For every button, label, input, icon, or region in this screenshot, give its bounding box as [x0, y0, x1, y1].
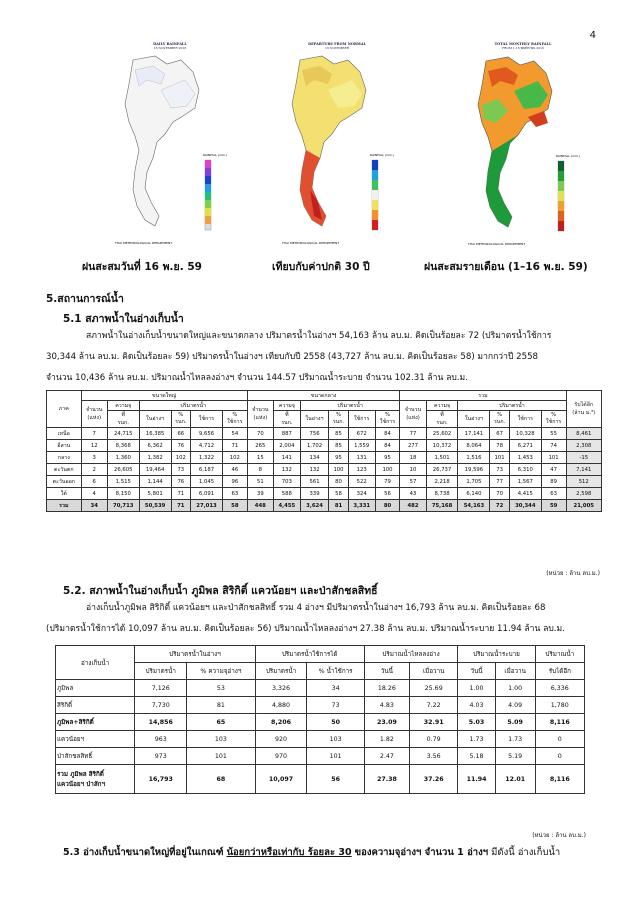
value-cell: 1,382: [139, 452, 171, 464]
value-cell: 973: [135, 748, 187, 765]
value-cell: 6,362: [139, 440, 171, 452]
value-cell: 77: [490, 476, 510, 488]
header-pct: % รนก.: [490, 411, 510, 428]
value-cell: 8,738: [426, 488, 458, 500]
value-cell: 74: [541, 440, 566, 452]
page-number: 4: [589, 30, 596, 41]
table2-unit-note: (หน่วย : ล้าน ลบ.ม.): [532, 832, 586, 839]
value-cell: 12: [81, 440, 107, 452]
value-cell: 56: [375, 488, 400, 500]
value-cell: 84: [375, 440, 400, 452]
value-cell: 2: [81, 464, 107, 476]
value-cell: 1,702: [300, 440, 328, 452]
value-cell: 1,360: [107, 452, 139, 464]
para-line: 30,344 ล้าน ลบ.ม. คิดเป็นร้อยละ 59) ปริมาตรน้ำในอ่างฯ เทียบกับปี 2558 (43,727 ล้าน ลบ.ม. คิดเป็นร้อยละ 58) มากกว่าปี 2558: [46, 352, 539, 362]
value-cell: 8,368: [107, 440, 139, 452]
value-cell: 0.79: [410, 731, 458, 748]
region-cell: รวม: [47, 500, 82, 512]
value-cell: 3,326: [255, 680, 307, 697]
value-cell: 7,730: [135, 697, 187, 714]
value-cell: 5.09: [495, 714, 535, 731]
value-cell: 17,141: [458, 428, 490, 440]
header-capacity: ความจุ: [273, 401, 300, 411]
value-cell: 1.82: [364, 731, 409, 748]
value-cell: 96: [222, 476, 247, 488]
dam-name-cell: แควน้อยฯ: [56, 731, 135, 748]
value-cell: 77: [400, 428, 426, 440]
value-cell: 27,013: [191, 500, 223, 512]
value-cell: 72: [490, 500, 510, 512]
s53-part: 5.3 อ่างเก็บน้ำขนาดใหญ่ที่อยู่ในเกณฑ์: [63, 847, 224, 858]
value-cell: 26,605: [107, 464, 139, 476]
dam-name-cell: สิริกิติ์: [56, 697, 135, 714]
table-row: [56, 680, 585, 697]
value-cell: 8,150: [107, 488, 139, 500]
table-row: [56, 697, 585, 714]
reservoir-region-table: [46, 390, 602, 512]
value-cell: 10: [400, 464, 426, 476]
value-cell: 448: [247, 500, 273, 512]
subheader: เมื่อวาน: [410, 663, 458, 680]
value-cell: 25,602: [426, 428, 458, 440]
value-cell: 2,004: [273, 440, 300, 452]
dam-name-cell: ภูมิพล+สิริกิติ์: [56, 714, 135, 731]
map-title: TOTAL MONTHLY RAINFALL: [494, 42, 552, 46]
header-use: ปริมาตรน้ำใช้การได้: [255, 646, 364, 663]
value-cell: 100: [329, 464, 349, 476]
s53-underline: น้อยกว่าหรือเท่ากับ ร้อยละ 30: [226, 847, 352, 858]
value-cell: 71: [222, 440, 247, 452]
header-outflow: ปริมาณน้ำระบาย: [458, 646, 535, 663]
para-line: (ปริมาตรน้ำใช้การได้ 10,097 ล้าน ลบ.ม. คิดเป็นร้อยละ 56) ปริมาณน้ำไหลลงอ่างฯ 27.38 ล้าน ลบ.ม. ปริมาณน้ำระบาย 11.94 ล้าน ลบ.ม.: [46, 624, 565, 634]
value-cell: 7: [81, 428, 107, 440]
value-cell: 95: [329, 452, 349, 464]
value-cell: 5.19: [495, 748, 535, 765]
value-cell: 70: [490, 488, 510, 500]
value-cell: 3,624: [300, 500, 328, 512]
value-cell: 51: [247, 476, 273, 488]
value-cell: 95: [375, 452, 400, 464]
subheader: วันนี้: [458, 663, 495, 680]
para-line: สภาพน้ำในอ่างเก็บน้ำขนาดใหญ่และขนาดกลาง ปริมาตรน้ำในอ่างฯ 54,163 ล้าน ลบ.ม. คิดเป็นร้อยละ 72 (ปริมาตรน้ำใช้การ: [86, 331, 552, 341]
value-cell: 70,713: [107, 500, 139, 512]
subheader: รับได้อีก: [535, 663, 584, 680]
value-cell: 0: [535, 731, 584, 748]
value-cell: 46: [222, 464, 247, 476]
value-cell: 6,271: [509, 440, 541, 452]
value-cell: 1,705: [458, 476, 490, 488]
value-cell: 265: [247, 440, 273, 452]
map-subtitle: FROM 1-16 พฤศจิกายน 2016: [502, 46, 544, 50]
value-cell: 71: [171, 500, 191, 512]
value-cell: 71: [171, 488, 191, 500]
value-cell: 756: [300, 428, 328, 440]
value-cell: 81: [187, 697, 255, 714]
value-cell: 4,712: [191, 440, 223, 452]
value-cell: 2.47: [364, 748, 409, 765]
table-row: [56, 714, 585, 731]
map-caption-daily: ฝนสะสมวันที่ 16 พ.ย. 59: [82, 261, 202, 273]
value-cell: 15: [247, 452, 273, 464]
value-cell: 58: [222, 500, 247, 512]
value-cell: 3.56: [410, 748, 458, 765]
value-cell: 4.03: [458, 697, 495, 714]
rainfall-maps: [0, 42, 636, 267]
value-cell: 8,116: [535, 714, 584, 731]
map-subtitle: 16 NOVEMBER: [325, 46, 349, 50]
map-departure-normal: [262, 42, 412, 257]
header-count: จำนวน (แห่ง): [81, 401, 107, 428]
departure-map-image: [262, 50, 412, 250]
dam-name-cell: รวม ภูมิพล สิริกิติ์ แควน้อยฯ ป่าสักฯ: [56, 765, 135, 794]
map-tmd-label: THAI METEOROLOGICAL DEPARTMENT: [468, 242, 526, 246]
value-cell: 101: [187, 748, 255, 765]
table-row: [47, 464, 602, 476]
value-cell: 1,780: [535, 697, 584, 714]
value-cell: 324: [348, 488, 375, 500]
value-cell: 1,045: [191, 476, 223, 488]
value-cell: 63: [541, 488, 566, 500]
section-5-3-heading: [63, 845, 560, 860]
header-count: จำนวน (แห่ง): [400, 401, 426, 428]
value-cell: 34: [81, 500, 107, 512]
value-cell: 3: [81, 452, 107, 464]
value-cell: 123: [348, 464, 375, 476]
region-cell: เหนือ: [47, 428, 82, 440]
value-cell: 101: [490, 452, 510, 464]
header-large: ขนาดใหญ่: [81, 391, 247, 401]
value-cell: 8,461: [566, 428, 601, 440]
value-cell: 73: [171, 464, 191, 476]
value-cell: 80: [375, 500, 400, 512]
value-cell: 73: [307, 697, 364, 714]
header-usable: ใช้การ: [191, 411, 223, 428]
value-cell: 89: [541, 476, 566, 488]
value-cell: 588: [273, 488, 300, 500]
value-cell: 1,559: [348, 440, 375, 452]
value-cell: 887: [273, 428, 300, 440]
value-cell: 43: [400, 488, 426, 500]
value-cell: 39: [247, 488, 273, 500]
value-cell: 101: [307, 748, 364, 765]
table1-unit-note: (หน่วย : ล้าน ลบ.ม.): [546, 570, 600, 577]
value-cell: 81: [329, 500, 349, 512]
section-5-2-heading: 5.2. สภาพน้ำในอ่างเก็บน้ำ ภูมิพล สิริกิติ์ แควน้อยฯ และป่าสักชลสิทธิ์: [63, 585, 378, 597]
value-cell: 3,331: [348, 500, 375, 512]
section-5-1-paragraph: [46, 326, 602, 389]
value-cell: 26,737: [426, 464, 458, 476]
value-cell: 1,515: [107, 476, 139, 488]
table-row: [47, 440, 602, 452]
value-cell: 970: [255, 748, 307, 765]
s53-part: ของความจุอ่างฯ จำนวน 1 อ่างฯ: [354, 847, 489, 858]
value-cell: 1.73: [495, 731, 535, 748]
value-cell: 73: [490, 464, 510, 476]
value-cell: 65: [187, 714, 255, 731]
value-cell: 10,328: [509, 428, 541, 440]
value-cell: 76: [171, 440, 191, 452]
value-cell: 561: [300, 476, 328, 488]
value-cell: 47: [541, 464, 566, 476]
value-cell: 75,168: [426, 500, 458, 512]
value-cell: 8: [247, 464, 273, 476]
value-cell: 76: [171, 476, 191, 488]
value-cell: 8,064: [458, 440, 490, 452]
header-pct: % รนก.: [171, 411, 191, 428]
value-cell: 67: [490, 428, 510, 440]
value-cell: 8,116: [535, 765, 584, 794]
map-caption-departure: เทียบกับค่าปกติ 30 ปี: [272, 261, 370, 273]
value-cell: 132: [273, 464, 300, 476]
table-row: [56, 748, 585, 765]
region-cell: กลาง: [47, 452, 82, 464]
value-cell: 68: [187, 765, 255, 794]
value-cell: 10,097: [255, 765, 307, 794]
value-cell: 6,187: [191, 464, 223, 476]
s53-part: มีดังนี้ อ่างเก็บน้ำ: [491, 847, 561, 858]
value-cell: 84: [375, 428, 400, 440]
header-usable: ใช้การ: [348, 411, 375, 428]
value-cell: 131: [348, 452, 375, 464]
value-cell: 103: [187, 731, 255, 748]
value-cell: 7.22: [410, 697, 458, 714]
section-5-1-heading: 5.1 สภาพน้ำในอ่างเก็บน้ำ: [63, 313, 184, 325]
value-cell: 522: [348, 476, 375, 488]
value-cell: 19,464: [139, 464, 171, 476]
value-cell: 78: [490, 440, 510, 452]
value-cell: 14,856: [135, 714, 187, 731]
value-cell: 277: [400, 440, 426, 452]
value-cell: 24,715: [107, 428, 139, 440]
dam-name-cell: ภูมิพล: [56, 680, 135, 697]
value-cell: 23.09: [364, 714, 409, 731]
value-cell: 58: [329, 488, 349, 500]
header-capacity-sub: ที่ รนก.: [426, 411, 458, 428]
value-cell: 102: [222, 452, 247, 464]
value-cell: 7,141: [566, 464, 601, 476]
value-cell: 703: [273, 476, 300, 488]
map-monthly-rainfall: [448, 42, 598, 257]
header-in-reservoir: ในอ่างฯ: [300, 411, 328, 428]
subheader: ปริมาตรน้ำ: [135, 663, 187, 680]
para-line: อ่างเก็บน้ำภูมิพล สิริกิติ์ แควน้อยฯ และป่าสักชลสิทธิ์ รวม 4 อ่างฯ มีปริมาตรน้ำในอ่างฯ 16,793 ล้าน ลบ.ม. คิดเป็นร้อยละ 68: [86, 603, 546, 613]
header-usable: ใช้การ: [509, 411, 541, 428]
table-row: [47, 428, 602, 440]
value-cell: 18.26: [364, 680, 409, 697]
subheader: % น้ำใช้การ: [307, 663, 364, 680]
value-cell: 19,596: [458, 464, 490, 476]
value-cell: 1.00: [458, 680, 495, 697]
header-volume: ปริมาตรน้ำ: [458, 401, 566, 411]
table-row: [47, 452, 602, 464]
value-cell: 6,336: [535, 680, 584, 697]
value-cell: 7,126: [135, 680, 187, 697]
value-cell: 9,656: [191, 428, 223, 440]
value-cell: 4,455: [273, 500, 300, 512]
region-cell: ตะวันตก: [47, 464, 82, 476]
header-volume: ปริมาตรน้ำ: [139, 401, 247, 411]
value-cell: 1,453: [509, 452, 541, 464]
value-cell: 80: [329, 476, 349, 488]
value-cell: 32.91: [410, 714, 458, 731]
region-cell: ใต้: [47, 488, 82, 500]
map-tmd-label: THAI METEOROLOGICAL DEPARTMENT: [115, 241, 173, 245]
value-cell: 963: [135, 731, 187, 748]
map-scale-label: RAINFALL (mm.): [370, 153, 395, 157]
value-cell: 54: [222, 428, 247, 440]
value-cell: 512: [566, 476, 601, 488]
value-cell: 56: [307, 765, 364, 794]
header-pct: % รนก.: [329, 411, 349, 428]
value-cell: 70: [247, 428, 273, 440]
header-inflow: ปริมาณน้ำไหลลงอ่าง: [364, 646, 458, 663]
header-in-reservoir: ในอ่างฯ: [139, 411, 171, 428]
header-volume: ปริมาตรน้ำ: [300, 401, 400, 411]
header-capacity-sub: ที่ รนก.: [273, 411, 300, 428]
table-total-row: [47, 500, 602, 512]
region-cell: ตะวันออก: [47, 476, 82, 488]
value-cell: 134: [300, 452, 328, 464]
value-cell: 2,218: [426, 476, 458, 488]
value-cell: 55: [541, 428, 566, 440]
daily-rainfall-map-image: [95, 50, 245, 250]
value-cell: 1,516: [458, 452, 490, 464]
value-cell: 920: [255, 731, 307, 748]
value-cell: 6,091: [191, 488, 223, 500]
subheader: ปริมาตรน้ำ: [255, 663, 307, 680]
value-cell: 4.09: [495, 697, 535, 714]
value-cell: 57: [400, 476, 426, 488]
value-cell: 100: [375, 464, 400, 476]
value-cell: 25.69: [410, 680, 458, 697]
value-cell: 8,206: [255, 714, 307, 731]
map-tmd-label: THAI METEOROLOGICAL DEPARTMENT: [282, 241, 340, 245]
dam-name-cell: ป่าสักชลสิทธิ์: [56, 748, 135, 765]
header-pct-usable: % ใช้การ: [375, 411, 400, 428]
value-cell: 1.73: [458, 731, 495, 748]
value-cell: 66: [171, 428, 191, 440]
table-row: [47, 488, 602, 500]
value-cell: 16,385: [139, 428, 171, 440]
header-pct-usable: % ใช้การ: [222, 411, 247, 428]
header-count: จำนวน (แห่ง): [247, 401, 273, 428]
value-cell: 6,140: [458, 488, 490, 500]
value-cell: 27.38: [364, 765, 409, 794]
value-cell: 2,598: [566, 488, 601, 500]
value-cell: 85: [329, 428, 349, 440]
value-cell: 5.18: [458, 748, 495, 765]
value-cell: 85: [329, 440, 349, 452]
value-cell: 37.26: [410, 765, 458, 794]
header-medium: ขนาดกลาง: [247, 391, 400, 401]
major-dams-table: [55, 645, 585, 794]
region-cell: อีสาน: [47, 440, 82, 452]
subheader: วันนี้: [364, 663, 409, 680]
value-cell: 53: [187, 680, 255, 697]
header-receive: รับได้อีก (ล้าน ม.³): [566, 391, 601, 428]
para-line: จำนวน 10,436 ล้าน ลบ.ม. ปริมาณน้ำไหลลงอ่างฯ จำนวน 144.57 ปริมาณน้ำระบาย จำนวน 102.31 ล้าน ลบ.ม.: [46, 373, 468, 383]
value-cell: 1,144: [139, 476, 171, 488]
header-capacity: ความจุ: [107, 401, 139, 411]
value-cell: 11.94: [458, 765, 495, 794]
value-cell: 6: [81, 476, 107, 488]
value-cell: 63: [222, 488, 247, 500]
value-cell: 4.83: [364, 697, 409, 714]
value-cell: 54,163: [458, 500, 490, 512]
value-cell: 1,567: [509, 476, 541, 488]
value-cell: 1,501: [426, 452, 458, 464]
header-pct-usable: % ใช้การ: [541, 411, 566, 428]
map-caption-monthly: ฝนสะสมรายเดือน (1–16 พ.ย. 59): [424, 261, 588, 273]
header-capacity: ความจุ: [426, 401, 458, 411]
section-5-2-paragraph: [46, 598, 602, 640]
value-cell: 1.00: [495, 680, 535, 697]
map-subtitle: 16 NOVEMBER 2016: [153, 46, 187, 50]
value-cell: 4,415: [509, 488, 541, 500]
value-cell: 4,880: [255, 697, 307, 714]
value-cell: 672: [348, 428, 375, 440]
value-cell: 0: [535, 748, 584, 765]
header-total: รวม: [400, 391, 566, 401]
value-cell: 1,322: [191, 452, 223, 464]
monthly-map-image: [448, 51, 598, 251]
value-cell: 101: [541, 452, 566, 464]
value-cell: 2,308: [566, 440, 601, 452]
header-name: อ่างเก็บน้ำ: [56, 646, 135, 680]
subheader: % ความจุอ่างฯ: [187, 663, 255, 680]
map-scale-label: RAINFALL (mm.): [203, 153, 228, 157]
section-5-heading: 5.สถานการณ์น้ำ: [46, 293, 124, 305]
map-daily-rainfall: [95, 42, 245, 257]
table-total-row: [56, 765, 585, 794]
value-cell: 12.01: [495, 765, 535, 794]
header-in-reservoir: ในอ่างฯ: [458, 411, 490, 428]
value-cell: 339: [300, 488, 328, 500]
value-cell: 79: [375, 476, 400, 488]
subheader: เมื่อวาน: [495, 663, 535, 680]
value-cell: 4: [81, 488, 107, 500]
value-cell: 132: [300, 464, 328, 476]
value-cell: 5,801: [139, 488, 171, 500]
header-region: ภาค: [47, 391, 82, 428]
value-cell: 50: [307, 714, 364, 731]
table-row: [47, 476, 602, 488]
value-cell: 141: [273, 452, 300, 464]
header-capacity-sub: ที่ รนก.: [107, 411, 139, 428]
map-title: DEPARTURE FROM NORMAL: [308, 42, 366, 46]
value-cell: 102: [171, 452, 191, 464]
value-cell: 21,005: [566, 500, 601, 512]
value-cell: 18: [400, 452, 426, 464]
value-cell: 59: [541, 500, 566, 512]
value-cell: 50,539: [139, 500, 171, 512]
header-vol: ปริมาตรน้ำในอ่างฯ: [135, 646, 255, 663]
value-cell: 5.03: [458, 714, 495, 731]
value-cell: 16,793: [135, 765, 187, 794]
value-cell: 30,344: [509, 500, 541, 512]
header-recv: ปริมาณน้ำ: [535, 646, 584, 663]
value-cell: -15: [566, 452, 601, 464]
table-row: [56, 731, 585, 748]
value-cell: 10,372: [426, 440, 458, 452]
value-cell: 34: [307, 680, 364, 697]
value-cell: 482: [400, 500, 426, 512]
value-cell: 6,310: [509, 464, 541, 476]
value-cell: 103: [307, 731, 364, 748]
map-scale-label: RAINFALL (mm.): [556, 154, 581, 158]
map-title: DAILY RAINFALL: [153, 42, 187, 46]
